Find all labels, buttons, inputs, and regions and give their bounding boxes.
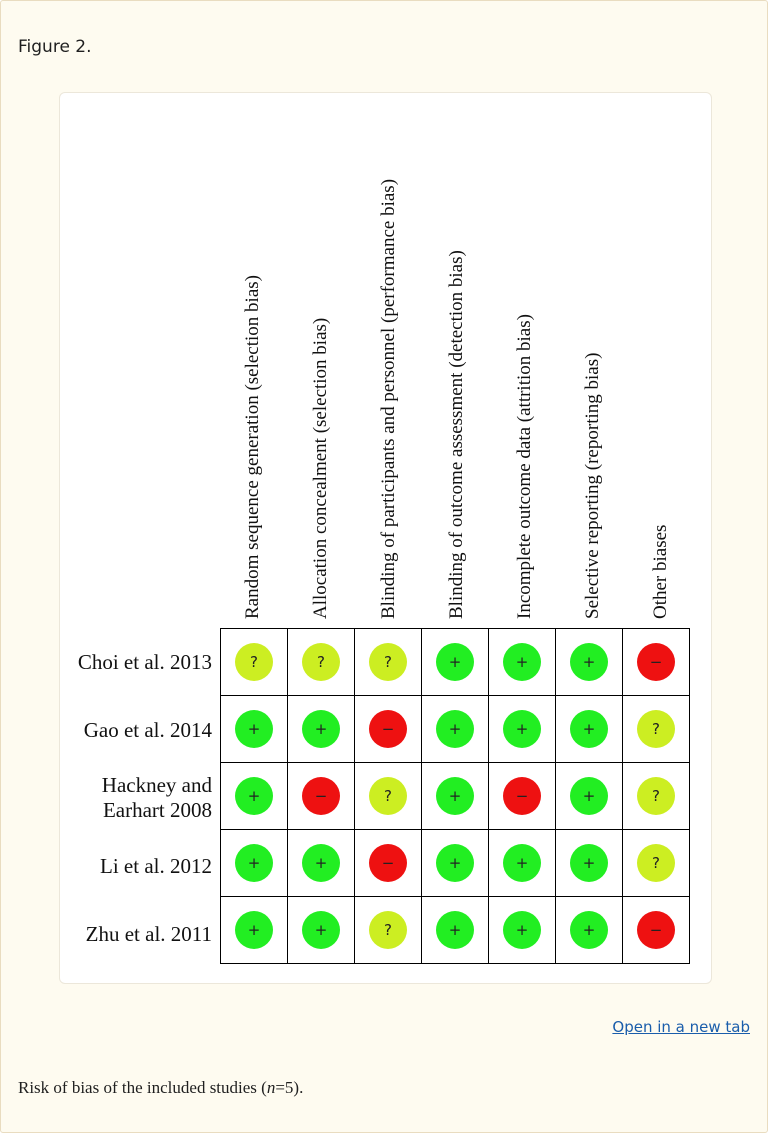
- table-row: [221, 830, 690, 897]
- risk-cell: [288, 830, 355, 897]
- caption-suffix: =5).: [275, 1078, 304, 1097]
- risk-low-marker: +: [235, 710, 273, 748]
- risk-high-marker: −: [302, 777, 340, 815]
- risk-low-marker: +: [570, 911, 608, 949]
- risk-low-marker: +: [570, 643, 608, 681]
- risk-cell: [355, 763, 422, 830]
- risk-low-marker: +: [570, 777, 608, 815]
- risk-cell: [556, 696, 623, 763]
- risk-low-marker: +: [570, 710, 608, 748]
- risk-cell: [288, 897, 355, 964]
- column-header: Incomplete outcome data (attrition bias): [514, 314, 535, 619]
- risk-unclear-marker: ?: [235, 643, 273, 681]
- risk-cell: [221, 897, 288, 964]
- risk-low-marker: +: [235, 911, 273, 949]
- risk-high-marker: −: [369, 710, 407, 748]
- study-label: [12, 773, 212, 823]
- risk-cell: [355, 830, 422, 897]
- table-row: [221, 629, 690, 696]
- study-label-line: Hackney and: [101, 773, 212, 797]
- column-header: Random sequence generation (selection bias): [242, 275, 263, 619]
- study-label-line: Gao et al. 2014: [83, 717, 212, 742]
- risk-cell: [355, 696, 422, 763]
- risk-cell: [556, 830, 623, 897]
- study-label: [12, 922, 212, 947]
- risk-unclear-marker: ?: [637, 777, 675, 815]
- risk-cell: [556, 629, 623, 696]
- risk-cell: [355, 897, 422, 964]
- risk-cell: [623, 629, 690, 696]
- risk-cell: [623, 696, 690, 763]
- figure-label: Figure 2.: [18, 37, 92, 57]
- risk-unclear-marker: ?: [369, 911, 407, 949]
- risk-cell: [221, 763, 288, 830]
- risk-low-marker: +: [235, 777, 273, 815]
- risk-low-marker: +: [436, 911, 474, 949]
- risk-cell: [288, 763, 355, 830]
- column-header: Blinding of outcome assessment (detection bias): [446, 250, 467, 619]
- risk-cell: [355, 629, 422, 696]
- open-in-new-tab-link[interactable]: Open in a new tab: [612, 1018, 750, 1036]
- column-header: Allocation concealment (selection bias): [310, 317, 331, 619]
- risk-cell: [288, 629, 355, 696]
- risk-low-marker: +: [302, 710, 340, 748]
- risk-unclear-marker: ?: [369, 643, 407, 681]
- study-label-line: Zhu et al. 2011: [85, 921, 212, 946]
- risk-cell: [556, 763, 623, 830]
- risk-cell: [422, 830, 489, 897]
- risk-low-marker: +: [302, 911, 340, 949]
- risk-cell: [422, 696, 489, 763]
- risk-low-marker: +: [436, 777, 474, 815]
- risk-cell: [489, 629, 556, 696]
- column-header: Other biases: [650, 524, 671, 619]
- column-header: Blinding of participants and personnel (performance bias): [378, 178, 399, 619]
- risk-high-marker: −: [503, 777, 541, 815]
- risk-of-bias-grid: [220, 628, 690, 964]
- risk-high-marker: −: [637, 643, 675, 681]
- risk-high-marker: −: [637, 911, 675, 949]
- table-row: [221, 763, 690, 830]
- study-label-line: Li et al. 2012: [100, 853, 212, 878]
- risk-cell: [623, 830, 690, 897]
- risk-unclear-marker: ?: [637, 844, 675, 882]
- risk-cell: [556, 897, 623, 964]
- risk-cell: [623, 897, 690, 964]
- risk-cell: [489, 763, 556, 830]
- risk-low-marker: +: [436, 710, 474, 748]
- caption-prefix: Risk of bias of the included studies (: [18, 1078, 267, 1097]
- risk-unclear-marker: ?: [369, 777, 407, 815]
- table-row: [221, 696, 690, 763]
- risk-cell: [422, 629, 489, 696]
- risk-low-marker: +: [570, 844, 608, 882]
- risk-cell: [489, 696, 556, 763]
- risk-high-marker: −: [369, 844, 407, 882]
- risk-low-marker: +: [436, 844, 474, 882]
- risk-low-marker: +: [503, 911, 541, 949]
- risk-cell: [288, 696, 355, 763]
- risk-cell: [221, 696, 288, 763]
- risk-low-marker: +: [235, 844, 273, 882]
- study-label-line: Earhart 2008: [102, 798, 212, 822]
- risk-low-marker: +: [503, 710, 541, 748]
- risk-low-marker: +: [302, 844, 340, 882]
- study-label: [12, 650, 212, 675]
- risk-cell: [489, 830, 556, 897]
- risk-cell: [221, 629, 288, 696]
- risk-cell: [422, 763, 489, 830]
- column-header: Selective reporting (reporting bias): [582, 352, 603, 619]
- caption-n-variable: n: [266, 1078, 276, 1097]
- risk-low-marker: +: [436, 643, 474, 681]
- risk-cell: [221, 830, 288, 897]
- risk-cell: [489, 897, 556, 964]
- study-label: [12, 718, 212, 743]
- study-label-line: Choi et al. 2013: [77, 649, 212, 674]
- risk-low-marker: +: [503, 844, 541, 882]
- risk-cell: [422, 897, 489, 964]
- risk-cell: [623, 763, 690, 830]
- study-label: [12, 854, 212, 879]
- risk-unclear-marker: ?: [302, 643, 340, 681]
- risk-unclear-marker: ?: [637, 710, 675, 748]
- table-row: [221, 897, 690, 964]
- figure-caption: [18, 1078, 303, 1098]
- risk-low-marker: +: [503, 643, 541, 681]
